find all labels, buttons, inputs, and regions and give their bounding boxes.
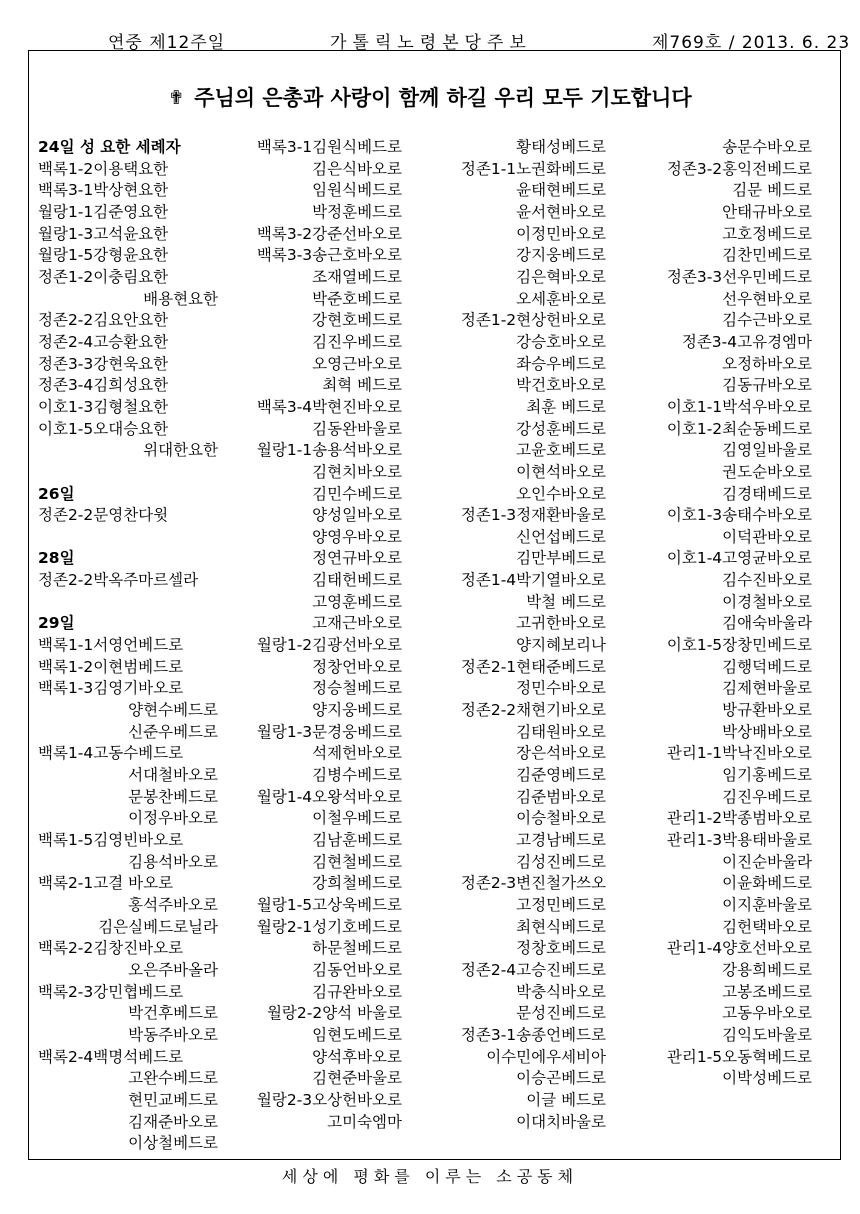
name-entry: 이상철베드로 [128, 1134, 218, 1153]
name-entry: 김민수베드로 [312, 484, 402, 503]
name-entry: 윤태현베드로 [516, 181, 606, 200]
name-entry: 김준범바오로 [516, 787, 606, 806]
name-entry: 고동우바오로 [722, 1004, 812, 1023]
name-entry: 문봉찬베드로 [128, 787, 218, 806]
name-entry: 오영근바오로 [312, 354, 402, 373]
name-entry: 신언섭베드로 [516, 527, 606, 546]
name-entry: 김규완바오로 [312, 982, 402, 1001]
name-entry: 오세훈바오로 [516, 289, 606, 308]
name-entry: 이호1-3김형철요한 [38, 397, 169, 416]
name-entry: 관리1-5오동혁베드로 [666, 1047, 812, 1066]
name-entry: 정존1-2현상헌바오로 [460, 311, 606, 330]
name-entry: 이호1-2최순동베드로 [666, 419, 812, 438]
bulletin-name: 가톨릭노령본당주보 [330, 33, 532, 53]
name-entry: 김준영베드로 [516, 766, 606, 785]
name-entry: 김재준바오로 [128, 1112, 218, 1131]
name-entry: 정존2-2김요안요한 [38, 311, 169, 330]
name-entry: 정존1-3정재환바울로 [460, 506, 606, 525]
name-entry: 백록1-2이용택요한 [38, 159, 169, 178]
name-entry: 김남훈베드로 [312, 831, 402, 849]
name-entry: 월랑1-1송용석바오로 [256, 441, 402, 460]
title-text: 주님의 은총과 사랑이 함께 하길 우리 모두 기도합니다 [194, 86, 692, 110]
name-entry: 고재근바오로 [312, 614, 402, 633]
name-entry: 윤서현바오로 [516, 202, 606, 221]
name-entry: 오은주바올라 [128, 960, 218, 979]
name-entry: 김행덕베드로 [722, 657, 812, 676]
name-entry: 고봉조베드로 [722, 982, 812, 1001]
name-entry: 박동주바오로 [128, 1025, 218, 1044]
name-entry: 현민교베드로 [128, 1090, 218, 1109]
name-entry: 이진순바울라 [722, 852, 812, 871]
name-entry: 김영일바울로 [722, 441, 812, 460]
name-entry: 정존3-3선우민베드로 [666, 267, 812, 286]
name-entry: 정존2-4고승진베드로 [460, 960, 606, 979]
name-entry: 김애숙바울라 [722, 614, 812, 633]
name-entry: 김찬민베드로 [722, 246, 812, 265]
name-entry: 석제헌바오로 [312, 744, 402, 763]
name-entry: 김문 베드로 [732, 181, 812, 200]
name-entry: 이철우베드로 [312, 809, 402, 828]
name-entry: 김성진베드로 [516, 852, 606, 871]
name-entry: 고미숙엠마 [327, 1112, 402, 1131]
name-entry: 김병수베드로 [312, 766, 402, 785]
name-entry: 김은혁바오로 [516, 267, 606, 286]
name-entry: 정존2-1현태준베드로 [460, 657, 606, 676]
name-column-1 [38, 137, 218, 1155]
name-entry: 이글 베드로 [526, 1090, 606, 1109]
name-entry: 양현수베드로 [128, 701, 218, 720]
name-entry: 오인수바오로 [516, 484, 606, 503]
name-entry: 강용희베드로 [722, 960, 812, 979]
name-entry: 이정민바오로 [516, 224, 606, 243]
name-entry: 이호1-3송태수바오로 [666, 506, 812, 525]
name-entry: 임현도베드로 [312, 1025, 402, 1044]
issue-date: 제769호 / 2013. 6. 23 [652, 33, 851, 53]
name-entry: 관리1-2박종범바오로 [666, 809, 812, 828]
name-entry: 월랑1-3고석윤요한 [38, 224, 169, 243]
name-entry: 정존3-2홍익전베드로 [666, 159, 812, 178]
name-entry: 김은실베드로닐라 [98, 917, 218, 936]
name-entry: 백록2-2김창진바오로 [38, 939, 184, 958]
name-entry: 백록3-4박현진바오로 [256, 397, 402, 416]
bulletin-header [0, 0, 860, 53]
name-entry: 백록3-1박상현요한 [38, 181, 169, 200]
name-entry [38, 527, 218, 549]
name-entry: 김수근바오로 [722, 311, 812, 330]
name-entry: 정존1-1노권화베드로 [460, 159, 606, 178]
name-entry: 박상배바오로 [722, 722, 812, 741]
name-entry: 박준호베드로 [312, 289, 402, 308]
name-entry: 이수민에우세비아 [486, 1047, 606, 1066]
name-entry: 정존1-2이충림요한 [38, 267, 169, 286]
bulletin-footer: 세상에 평화를 이루는 소공동체 [281, 1167, 579, 1186]
name-entry: 홍석주바오로 [128, 895, 218, 914]
name-entry: 고귀한바오로 [516, 614, 606, 633]
name-entry: 강승호바오로 [516, 332, 606, 351]
name-entry: 고정민베드로 [516, 895, 606, 914]
name-entry: 김용석바오로 [128, 852, 218, 871]
name-entry: 오정하바오로 [722, 354, 812, 373]
name-entry: 고경남베드로 [516, 831, 606, 849]
name-entry: 이박성베드로 [722, 1069, 812, 1088]
name-entry: 박건후베드로 [128, 1004, 218, 1023]
name-entry: 월랑1-1김준영요한 [38, 202, 169, 221]
name-entry: 김현치바오로 [312, 462, 402, 481]
name-entry: 임기홍베드로 [722, 766, 812, 785]
name-entry: 월랑2-2양석 바울로 [266, 1004, 402, 1023]
name-entry: 김동완바울로 [312, 419, 402, 438]
name-entry: 강희철베드로 [312, 874, 402, 893]
name-entry: 최현식베드로 [516, 917, 606, 936]
name-entry: 정존3-1송종언베드로 [460, 1025, 606, 1044]
name-entry: 김동규바오로 [722, 376, 812, 395]
name-entry: 김태원바오로 [516, 722, 606, 741]
name-entry: 김경태베드로 [722, 484, 812, 503]
name-entry: 강성훈베드로 [516, 419, 606, 438]
name-entry: 이호1-4고영균바오로 [666, 549, 812, 568]
name-entry: 이승철바오로 [516, 809, 606, 828]
name-entry: 조재열베드로 [312, 267, 402, 286]
name-entry: 정존3-4고유경엠마 [681, 332, 812, 351]
name-entry: 김진우베드로 [722, 787, 812, 806]
name-entry: 박충식바오로 [516, 982, 606, 1001]
name-entry: 박철 베드로 [526, 592, 606, 611]
name-entry: 고완수베드로 [128, 1069, 218, 1088]
name-entry: 박건호바오로 [516, 376, 606, 395]
page-title [0, 82, 860, 112]
name-entry: 이대치바울로 [516, 1112, 606, 1131]
name-entry: 정존3-3강현욱요한 [38, 354, 169, 373]
name-entry: 양지웅베드로 [312, 701, 402, 720]
name-entry: 문성진베드로 [516, 1004, 606, 1023]
name-entry: 이경철바오로 [722, 592, 812, 611]
name-entry: 백록2-1고결 바오로 [38, 874, 174, 893]
name-entry: 안태규바오로 [722, 202, 812, 221]
name-entry: 백록1-3김영기바오로 [38, 679, 184, 698]
name-entry: 김현철베드로 [312, 852, 402, 871]
name-entry: 월랑1-3문경웅베드로 [256, 722, 402, 741]
name-entry: 정창호베드로 [516, 939, 606, 958]
name-entry: 백록3-1김원식베드로 [256, 138, 402, 156]
name-entry: 월랑1-4오왕석바오로 [256, 787, 402, 806]
name-entry [38, 462, 218, 484]
name-entry: 양영우바오로 [312, 527, 402, 546]
name-entry: 송문수바오로 [722, 138, 812, 156]
name-entry: 관리1-3박용태바울로 [666, 831, 812, 849]
name-entry: 이호1-5오대승요한 [38, 419, 169, 438]
date-heading: 28일 [38, 549, 75, 568]
name-entry: 김진우베드로 [312, 332, 402, 351]
name-entry: 김제현바울로 [722, 679, 812, 698]
name-entry: 배용현요한 [143, 289, 218, 308]
name-entry: 김헌택바오로 [722, 917, 812, 936]
name-entry: 김현준바울로 [312, 1069, 402, 1088]
name-entry: 박정훈베드로 [312, 202, 402, 221]
name-entry: 장은석바오로 [516, 744, 606, 763]
name-entry: 선우현바오로 [722, 289, 812, 308]
name-entry: 관리1-1박낙진바오로 [666, 744, 812, 763]
name-entry: 서대철바오로 [128, 766, 218, 785]
name-column-4 [624, 137, 812, 1090]
name-entry: 김은식바오로 [312, 159, 402, 178]
name-entry: 정승철베드로 [312, 679, 402, 698]
name-entry: 임원식베드로 [312, 181, 402, 200]
name-entry: 방규환바오로 [722, 701, 812, 720]
name-entry: 정존1-4박기열바오로 [460, 571, 606, 590]
name-entry: 이지훈바울로 [722, 895, 812, 914]
name-entry: 정존2-3변진철가쓰오 [460, 874, 606, 893]
name-entry: 황태성베드로 [516, 138, 606, 156]
date-heading: 24일 성 요한 세례자 [38, 138, 181, 156]
name-entry: 백록3-2강준선바오로 [256, 224, 402, 243]
name-entry: 김만부베드로 [516, 549, 606, 568]
date-heading: 26일 [38, 484, 75, 503]
name-entry: 강지웅베드로 [516, 246, 606, 265]
name-entry: 정존2-2박옥주마르셀라 [38, 571, 199, 590]
name-entry: 양성일바오로 [312, 506, 402, 525]
name-entry: 고윤호베드로 [516, 441, 606, 460]
name-entry: 월랑2-3오상헌바오로 [256, 1090, 402, 1109]
name-entry: 정존2-2문영찬다윗 [38, 506, 169, 525]
name-column-3 [420, 137, 606, 1133]
date-heading: 29일 [38, 614, 75, 633]
name-entry: 양지혜보리나 [516, 636, 606, 655]
name-entry: 이호1-1박석우바오로 [666, 397, 812, 416]
name-entry: 하문철베드로 [312, 939, 402, 958]
name-entry: 이호1-5장창민베드로 [666, 636, 812, 655]
name-entry: 월랑1-5강형윤요한 [38, 246, 169, 265]
name-entry: 정민수바오로 [516, 679, 606, 698]
name-entry: 위대한요한 [143, 441, 218, 460]
name-entry: 고영훈베드로 [312, 592, 402, 611]
name-entry: 백록1-4고동수베드로 [38, 744, 184, 763]
cross-icon: ✟ [168, 87, 185, 109]
name-entry: 고호정베드로 [722, 224, 812, 243]
name-entry: 이정우바오로 [128, 809, 218, 828]
name-entry: 백록1-5김영빈바오로 [38, 831, 184, 849]
name-entry: 신준우베드로 [128, 722, 218, 741]
name-entry: 백록2-3강민협베드로 [38, 982, 184, 1001]
name-entry: 이덕관바오로 [722, 527, 812, 546]
name-entry: 김동언바오로 [312, 960, 402, 979]
name-entry: 백록2-4백명석베드로 [38, 1047, 184, 1066]
name-entry: 월랑2-1성기호베드로 [256, 917, 402, 936]
name-entry: 관리1-4양호선바오로 [666, 939, 812, 958]
name-entry: 양석후바오로 [312, 1047, 402, 1066]
name-entry: 김태헌베드로 [312, 571, 402, 590]
name-entry: 권도순바오로 [722, 462, 812, 481]
name-entry: 백록1-1서영언베드로 [38, 636, 184, 655]
name-entry: 월랑1-5고상욱베드로 [256, 895, 402, 914]
name-entry: 이윤화베드로 [722, 874, 812, 893]
name-entry: 정존2-2채현기바오로 [460, 701, 606, 720]
name-entry: 최훈 베드로 [526, 397, 606, 416]
name-entry: 정존3-4김희성요한 [38, 376, 169, 395]
name-entry: 이현석바오로 [516, 462, 606, 481]
name-entry: 백록3-3송근호바오로 [256, 246, 402, 265]
liturgical-week: 연중 제12주일 [108, 33, 226, 53]
name-entry: 김수진바오로 [722, 571, 812, 590]
name-entry: 좌승우베드로 [516, 354, 606, 373]
name-column-2 [228, 137, 402, 1133]
name-entry: 월랑1-2김광선바오로 [256, 636, 402, 655]
name-entry [38, 592, 218, 614]
name-entry: 이승곤베드로 [516, 1069, 606, 1088]
name-entry: 정창언바오로 [312, 657, 402, 676]
name-entry: 최혁 베드로 [322, 376, 402, 395]
name-entry: 김익도바울로 [722, 1025, 812, 1044]
name-entry: 백록1-2이현범베드로 [38, 657, 184, 676]
name-entry: 강현호베드로 [312, 311, 402, 330]
name-entry: 정존2-4고승환요한 [38, 332, 169, 351]
name-entry: 정연규바오로 [312, 549, 402, 568]
